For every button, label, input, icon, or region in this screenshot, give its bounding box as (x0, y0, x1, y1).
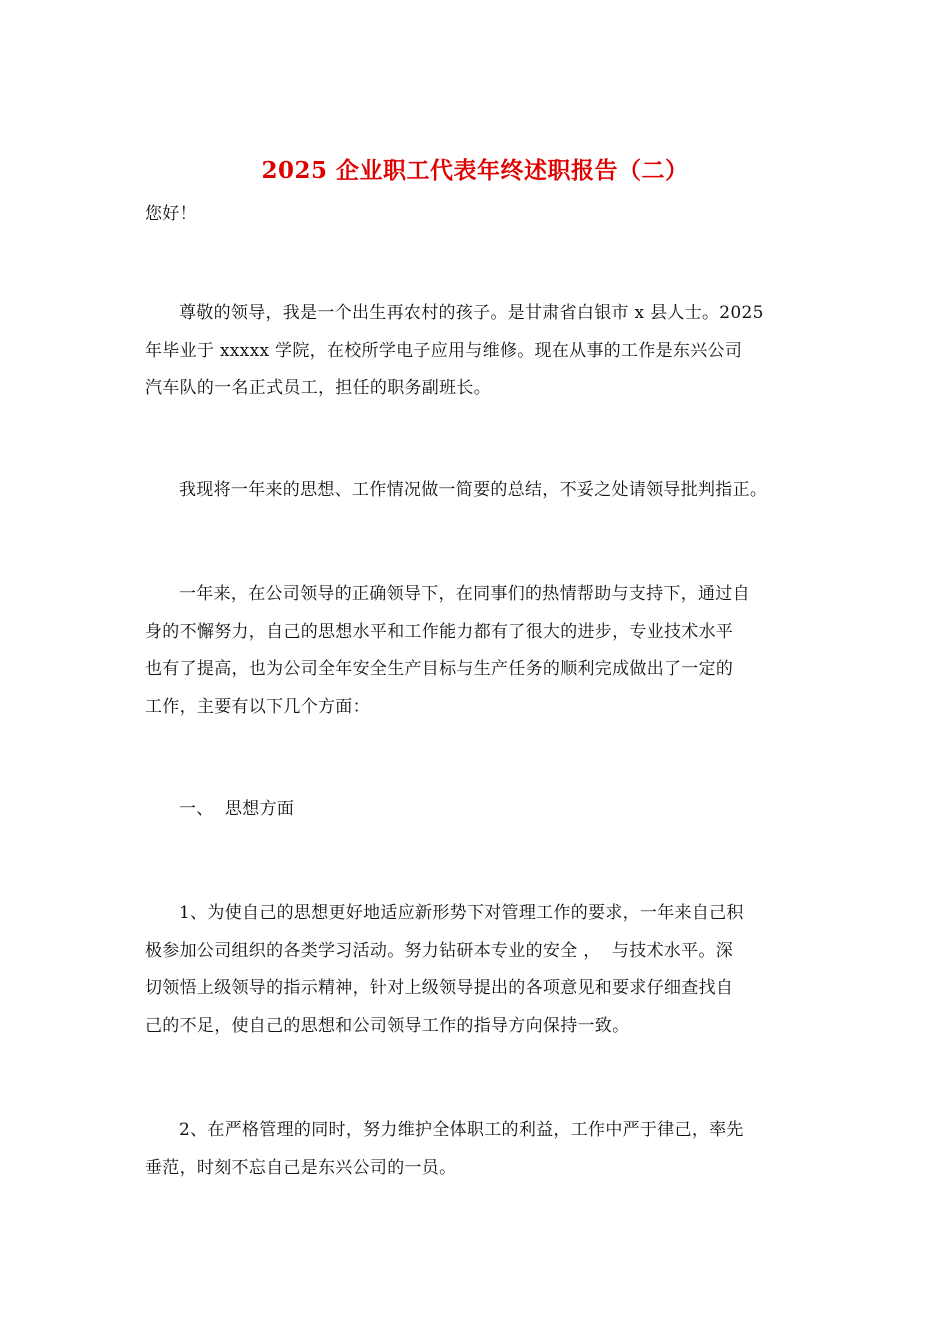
paragraph-overview (145, 576, 810, 726)
paragraph-line: 工作，主要有以下几个方面： (145, 696, 370, 717)
paragraph-item-1 (145, 895, 810, 1045)
paragraph-line: 年毕业于 xxxxx 学院，在校所学电子应用与维修。现在从事的工作是东兴公司 (145, 340, 743, 361)
document-title: 2025 企业职工代表年终述职报告（二） (261, 157, 689, 184)
paragraph-line: 尊敬的领导，我是一个出生再农村的孩子。是甘肃省白银市 x 县人士。2025 (179, 303, 764, 323)
section-heading-line: 一、 思想方面 (179, 799, 295, 819)
greeting: 您好！ (145, 204, 197, 224)
paragraph-line: 一年来，在公司领导的正确领导下，在同事们的热情帮助与支持下，通过自 (179, 584, 750, 604)
paragraph-item-2 (145, 1112, 810, 1187)
paragraph-line: 极参加公司组织的各类学习活动。努力钻研本专业的安全 ， 与技术水平。深 (145, 940, 734, 961)
paragraph-line: 2、在严格管理的同时，努力维护全体职工的利益，工作中严于律己，率先 (179, 1120, 744, 1140)
section-heading-thought (145, 791, 810, 829)
paragraph-intro (145, 295, 810, 408)
paragraph-line: 垂范，时刻不忘自己是东兴公司的一员。 (145, 1157, 457, 1178)
paragraph-line: 身的不懈努力，自己的思想水平和工作能力都有了很大的进步，专业技术水平 (145, 621, 734, 642)
paragraph-line: 己的不足，使自己的思想和公司领导工作的指导方向保持一致。 (145, 1015, 630, 1036)
paragraph-line: 切领悟上级领导的指示精神，针对上级领导提出的各项意见和要求仔细查找自 (145, 978, 734, 998)
paragraph-line: 1、为使自己的思想更好地适应新形势下对管理工作的要求，一年来自己积 (179, 903, 744, 923)
paragraph-line: 我现将一年来的思想、工作情况做一简要的总结，不妥之处请领导批判指正。 (179, 480, 768, 500)
paragraph-line: 汽车队的一名正式员工，担任的职务副班长。 (145, 378, 491, 398)
paragraph-line: 也有了提高，也为公司全年安全生产目标与生产任务的顺利完成做出了一定的 (145, 659, 734, 679)
paragraph-summary-note (145, 472, 810, 510)
